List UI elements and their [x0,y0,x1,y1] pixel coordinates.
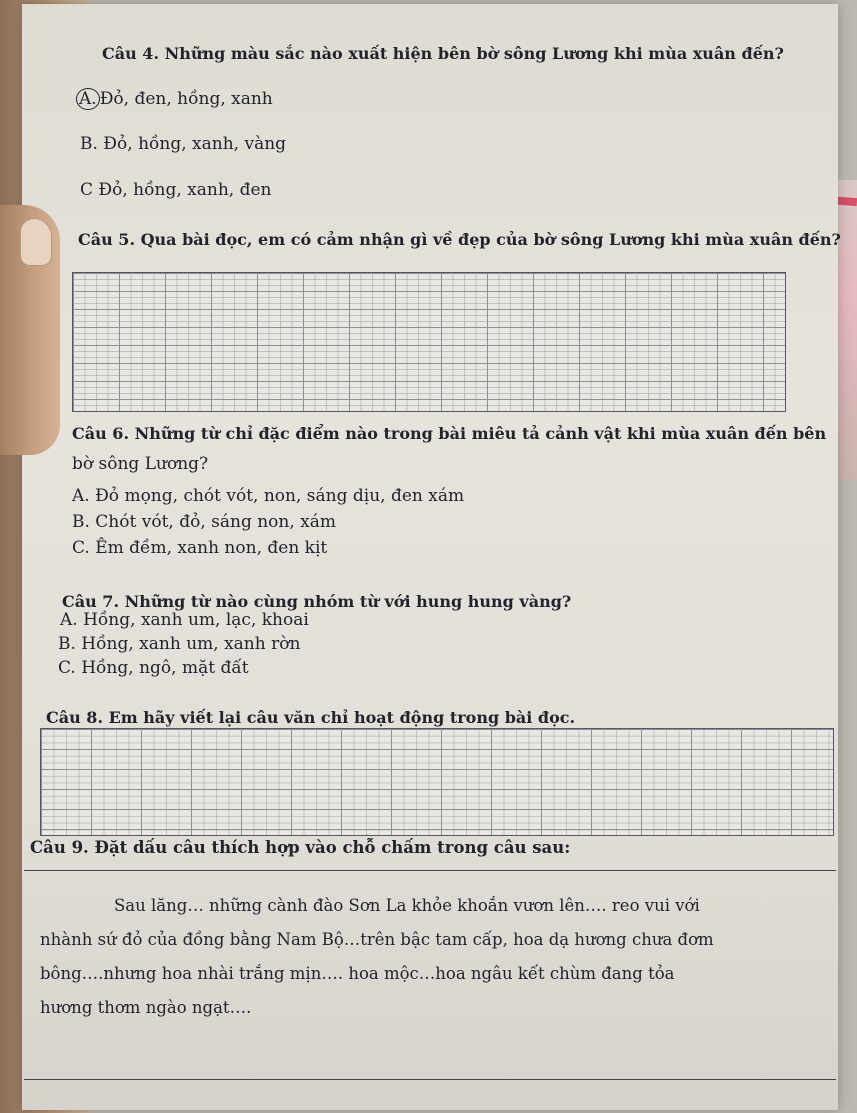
question-6-title: Câu 6. Những từ chỉ đặc điểm nào trong bài miêu tả cảnh vật khi mùa xuân đến bên [72,424,827,443]
question-7-option-a: A. Hồng, xanh um, lạc, khoai [60,610,309,630]
question-4-option-b: B. Đỏ, hồng, xanh, vàng [80,134,287,154]
question-7-option-b: B. Hồng, xanh um, xanh rờn [58,634,301,654]
question-7-option-c: C. Hồng, ngô, mặt đất [58,658,249,678]
answer-grid-q5[interactable] [72,272,786,412]
question-6-title-cont: bờ sông Lương? [72,454,209,474]
question-9-paragraph-line-2: nhành sứ đỏ của đồng bằng Nam Bộ…trên bậc tam cấp, hoa dạ hương chưa đơm [40,930,714,949]
worksheet-page [22,4,841,1110]
option-a-text: Đỏ, đen, hồng, xanh [99,89,273,109]
thumb-nail [20,218,52,266]
question-9-paragraph-line-4: hương thơm ngào ngạt…. [40,998,252,1017]
question-6-option-c: C. Êm đềm, xanh non, đen kịt [72,538,328,558]
question-6-option-b: B. Chót vót, đỏ, sáng non, xám [72,512,337,532]
question-9-title: Câu 9. Đặt dấu câu thích hợp vào chỗ chấm trong câu sau: [30,838,571,857]
answer-circle-mark: A. [76,88,100,110]
question-4-title: Câu 4. Những màu sắc nào xuất hiện bên bờ sông Lương khi mùa xuân đến? [102,44,784,63]
question-9-paragraph-line-1: Sau lăng… những cành đào Sơn La khỏe khoắn vươn lên…. reo vui với [114,896,700,915]
question-7-title: Câu 7. Những từ nào cùng nhóm từ với hung hung vàng? [62,592,572,611]
question-4-option-a [80,88,273,110]
question-5-title: Câu 5. Qua bài đọc, em có cảm nhận gì về đẹp của bờ sông Lương khi mùa xuân đến? [78,230,841,249]
answer-grid-q8[interactable] [40,728,834,836]
question-9-paragraph-line-3: bông….nhưng hoa nhài trắng mịn…. hoa mộc…hoa ngâu kết chùm đang tỏa [40,964,675,983]
question-4-option-c: C Đỏ, hồng, xanh, đen [80,180,272,200]
question-8-title: Câu 8. Em hãy viết lại câu văn chỉ hoạt động trong bài đọc. [46,708,576,727]
question-6-option-a: A. Đỏ mọng, chót vót, non, sáng dịu, đen xám [72,486,465,506]
